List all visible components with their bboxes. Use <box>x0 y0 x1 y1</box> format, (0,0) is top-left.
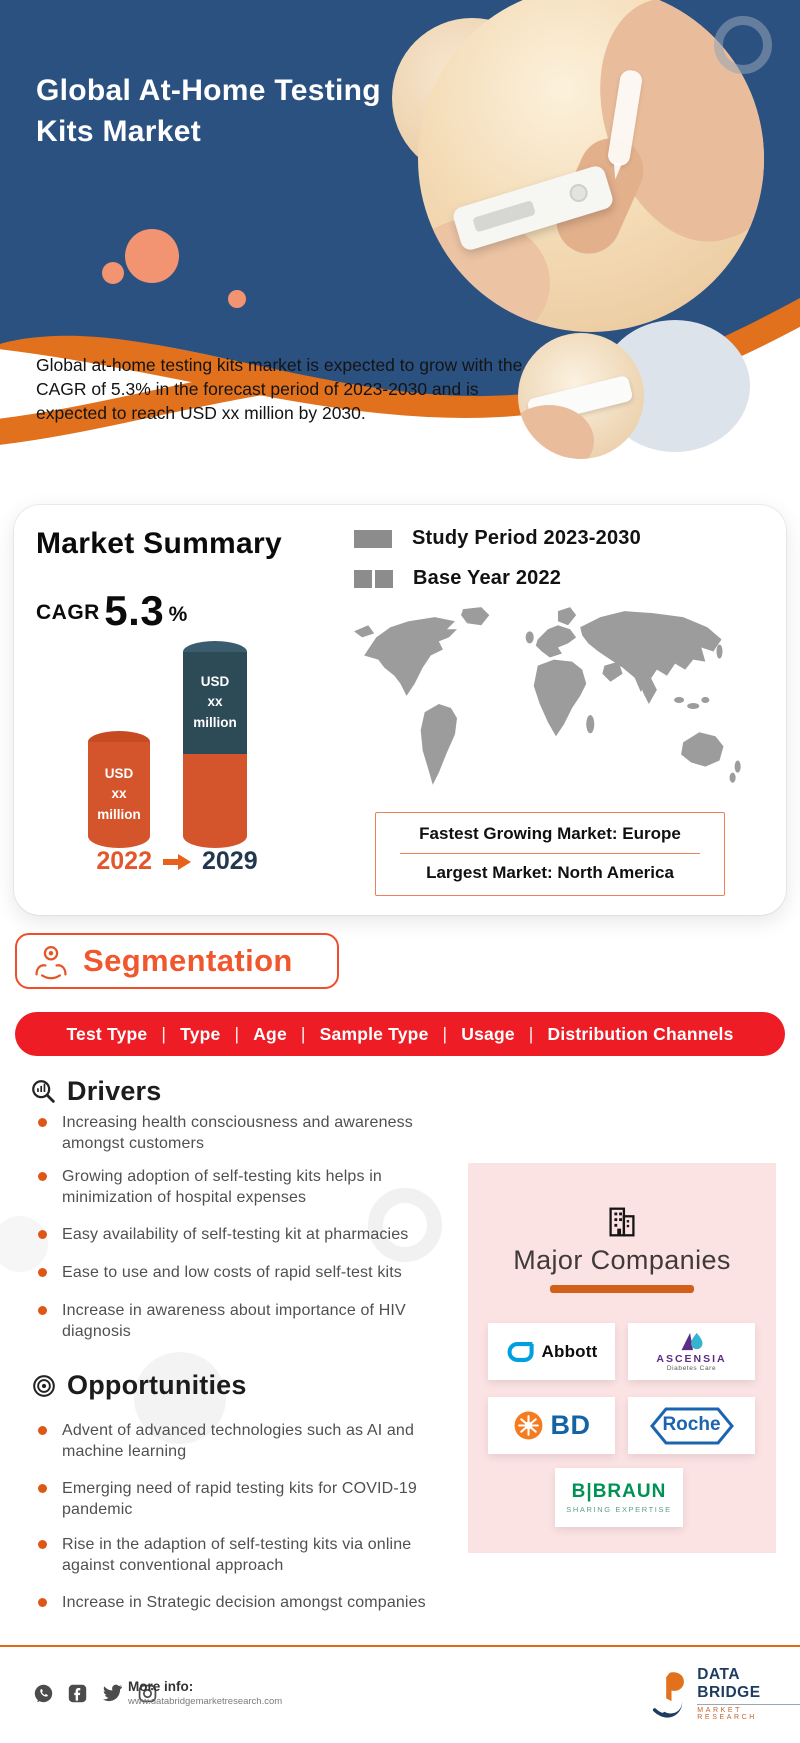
bar-2029-value-label <box>183 672 247 733</box>
whatsapp-icon[interactable] <box>34 1684 53 1703</box>
opportunity-item: Increase in Strategic decision amongst companies <box>36 1592 450 1613</box>
major-companies-title: Major Companies <box>513 1245 731 1275</box>
segmentation-categories-bar <box>15 1012 785 1056</box>
legend-swatch-double <box>354 570 393 588</box>
bar-2029 <box>183 652 247 848</box>
label-2022: 2022 <box>96 847 152 875</box>
market-summary-card <box>14 505 786 915</box>
hero-photo-testkit <box>418 0 764 332</box>
bar-axis-labels <box>72 847 282 876</box>
segment-test-type: Test Type <box>66 1023 148 1044</box>
driver-item: Easy availability of self-testing kit at pharmacies <box>36 1224 450 1245</box>
bd-sunburst-icon <box>513 1410 544 1441</box>
drivers-heading <box>30 1076 161 1107</box>
decor-dot <box>125 229 179 283</box>
more-info <box>128 1679 282 1707</box>
facebook-icon[interactable] <box>68 1684 87 1703</box>
care-hands-icon <box>31 941 71 981</box>
opportunity-item: Advent of advanced technologies such as AI and machine learning <box>36 1420 450 1462</box>
segment-sample-type: Sample Type <box>319 1023 429 1044</box>
cassette-window <box>472 200 536 232</box>
company-logo-bbraun <box>555 1468 683 1527</box>
intro-photo-testkit <box>518 333 644 459</box>
separator: | <box>300 1023 306 1044</box>
legend-row-base-year <box>354 567 641 590</box>
major-companies-panel <box>468 1163 776 1553</box>
market-summary-title: Market Summary <box>36 527 282 560</box>
bar-2022-value-label <box>88 764 150 825</box>
legend-row-study-period <box>354 527 641 550</box>
market-highlights-box <box>375 812 725 896</box>
value-line: USD <box>104 766 134 781</box>
twitter-icon[interactable] <box>102 1684 123 1703</box>
company-name: Abbott <box>541 1341 598 1361</box>
value-line: xx <box>207 694 223 710</box>
opportunity-item: Emerging need of rapid testing kits for COVID-19 pandemic <box>36 1478 450 1520</box>
study-period-label: Study Period 2023-2030 <box>412 527 641 549</box>
cagr-stat <box>36 587 187 635</box>
company-name: Roche <box>662 1414 721 1435</box>
world-map <box>350 601 774 807</box>
cagr-label: CAGR <box>36 601 100 624</box>
drivers-title: Drivers <box>67 1076 162 1106</box>
arrow-right-icon <box>162 852 192 872</box>
company-logo-ascensia <box>628 1323 755 1380</box>
segment-usage: Usage <box>461 1023 515 1044</box>
intro-paragraph: Global at-home testing kits market is expected to grow with the CAGR of 5.3% in the forecast period of 2023-2030 and is expected to reach USD xx million by 2030. <box>36 355 523 423</box>
company-name: ASCENSIA <box>656 1353 727 1365</box>
hand-shape <box>518 405 594 459</box>
largest-market: Largest Market: North America <box>426 863 674 882</box>
separator: | <box>528 1023 534 1044</box>
data-bridge-logo <box>652 1666 800 1721</box>
separator: | <box>442 1023 448 1044</box>
cagr-unit: % <box>168 603 188 626</box>
company-logo-bd <box>488 1397 615 1454</box>
cagr-value: 5.3 <box>104 587 165 634</box>
ascensia-drop-icon <box>679 1331 705 1352</box>
more-info-label: More info: <box>128 1679 194 1694</box>
company-subtitle: Diabetes Care <box>666 1365 717 1372</box>
driver-item: Growing adoption of self-testing kits helps in minimization of hospital expenses <box>36 1166 450 1208</box>
segment-distribution-channels: Distribution Channels <box>547 1023 734 1044</box>
segmentation-title: Segmentation <box>83 943 293 978</box>
brand-name: DATA BRIDGE <box>697 1666 761 1701</box>
chart-magnifier-icon <box>30 1078 58 1106</box>
base-year-label: Base Year 2022 <box>413 567 562 589</box>
bar-2022 <box>88 742 150 848</box>
page-title-line2: Kits Market <box>36 115 202 149</box>
company-logo-abbott <box>488 1323 615 1380</box>
segmentation-header <box>15 933 339 989</box>
driver-item: Increase in awareness about importance of HIV diagnosis <box>36 1300 450 1342</box>
target-icon <box>30 1372 58 1400</box>
website-link[interactable]: www.databridgemarketresearch.com <box>128 1696 283 1707</box>
company-subtitle: SHARING EXPERTISE <box>566 1505 672 1514</box>
brand-tagline: MARKET RESEARCH <box>697 1704 800 1721</box>
separator: | <box>234 1023 240 1044</box>
value-line: xx <box>111 786 127 802</box>
fastest-growing-market: Fastest Growing Market: Europe <box>419 824 681 843</box>
separator: | <box>161 1023 167 1044</box>
buildings-icon <box>603 1203 641 1241</box>
decor-ring-icon <box>714 16 772 74</box>
page-title-line1: Global At-Home Testing <box>36 74 381 107</box>
abbott-a-icon <box>506 1339 536 1365</box>
company-name: BD <box>550 1410 591 1440</box>
study-legend <box>354 527 641 607</box>
bar-2029-orange-segment <box>183 754 247 848</box>
decor-dot <box>228 290 246 308</box>
company-name: B|BRAUN <box>571 1481 667 1502</box>
title-underline <box>550 1285 694 1293</box>
company-logo-roche <box>628 1397 755 1454</box>
segment-type: Type <box>180 1023 221 1044</box>
label-2029: 2029 <box>202 847 258 875</box>
cassette-well <box>567 182 589 204</box>
opportunities-title: Opportunities <box>67 1370 247 1400</box>
value-line: million <box>193 714 237 730</box>
footer-divider <box>0 1645 800 1647</box>
driver-item: Ease to use and low costs of rapid self-test kits <box>36 1262 450 1283</box>
decor-dot <box>102 262 124 284</box>
value-line: million <box>97 806 141 822</box>
opportunity-item: Rise in the adaption of self-testing kits via online against conventional approach <box>36 1534 450 1576</box>
driver-item: Increasing health consciousness and awareness amongst customers <box>36 1112 450 1154</box>
opportunities-heading <box>30 1370 247 1401</box>
data-bridge-logo-mark <box>652 1668 689 1720</box>
value-line: USD <box>200 674 230 689</box>
data-bridge-wordmark <box>697 1666 800 1721</box>
legend-swatch <box>354 530 392 548</box>
segment-age: Age <box>253 1023 287 1044</box>
page-title <box>36 70 381 153</box>
